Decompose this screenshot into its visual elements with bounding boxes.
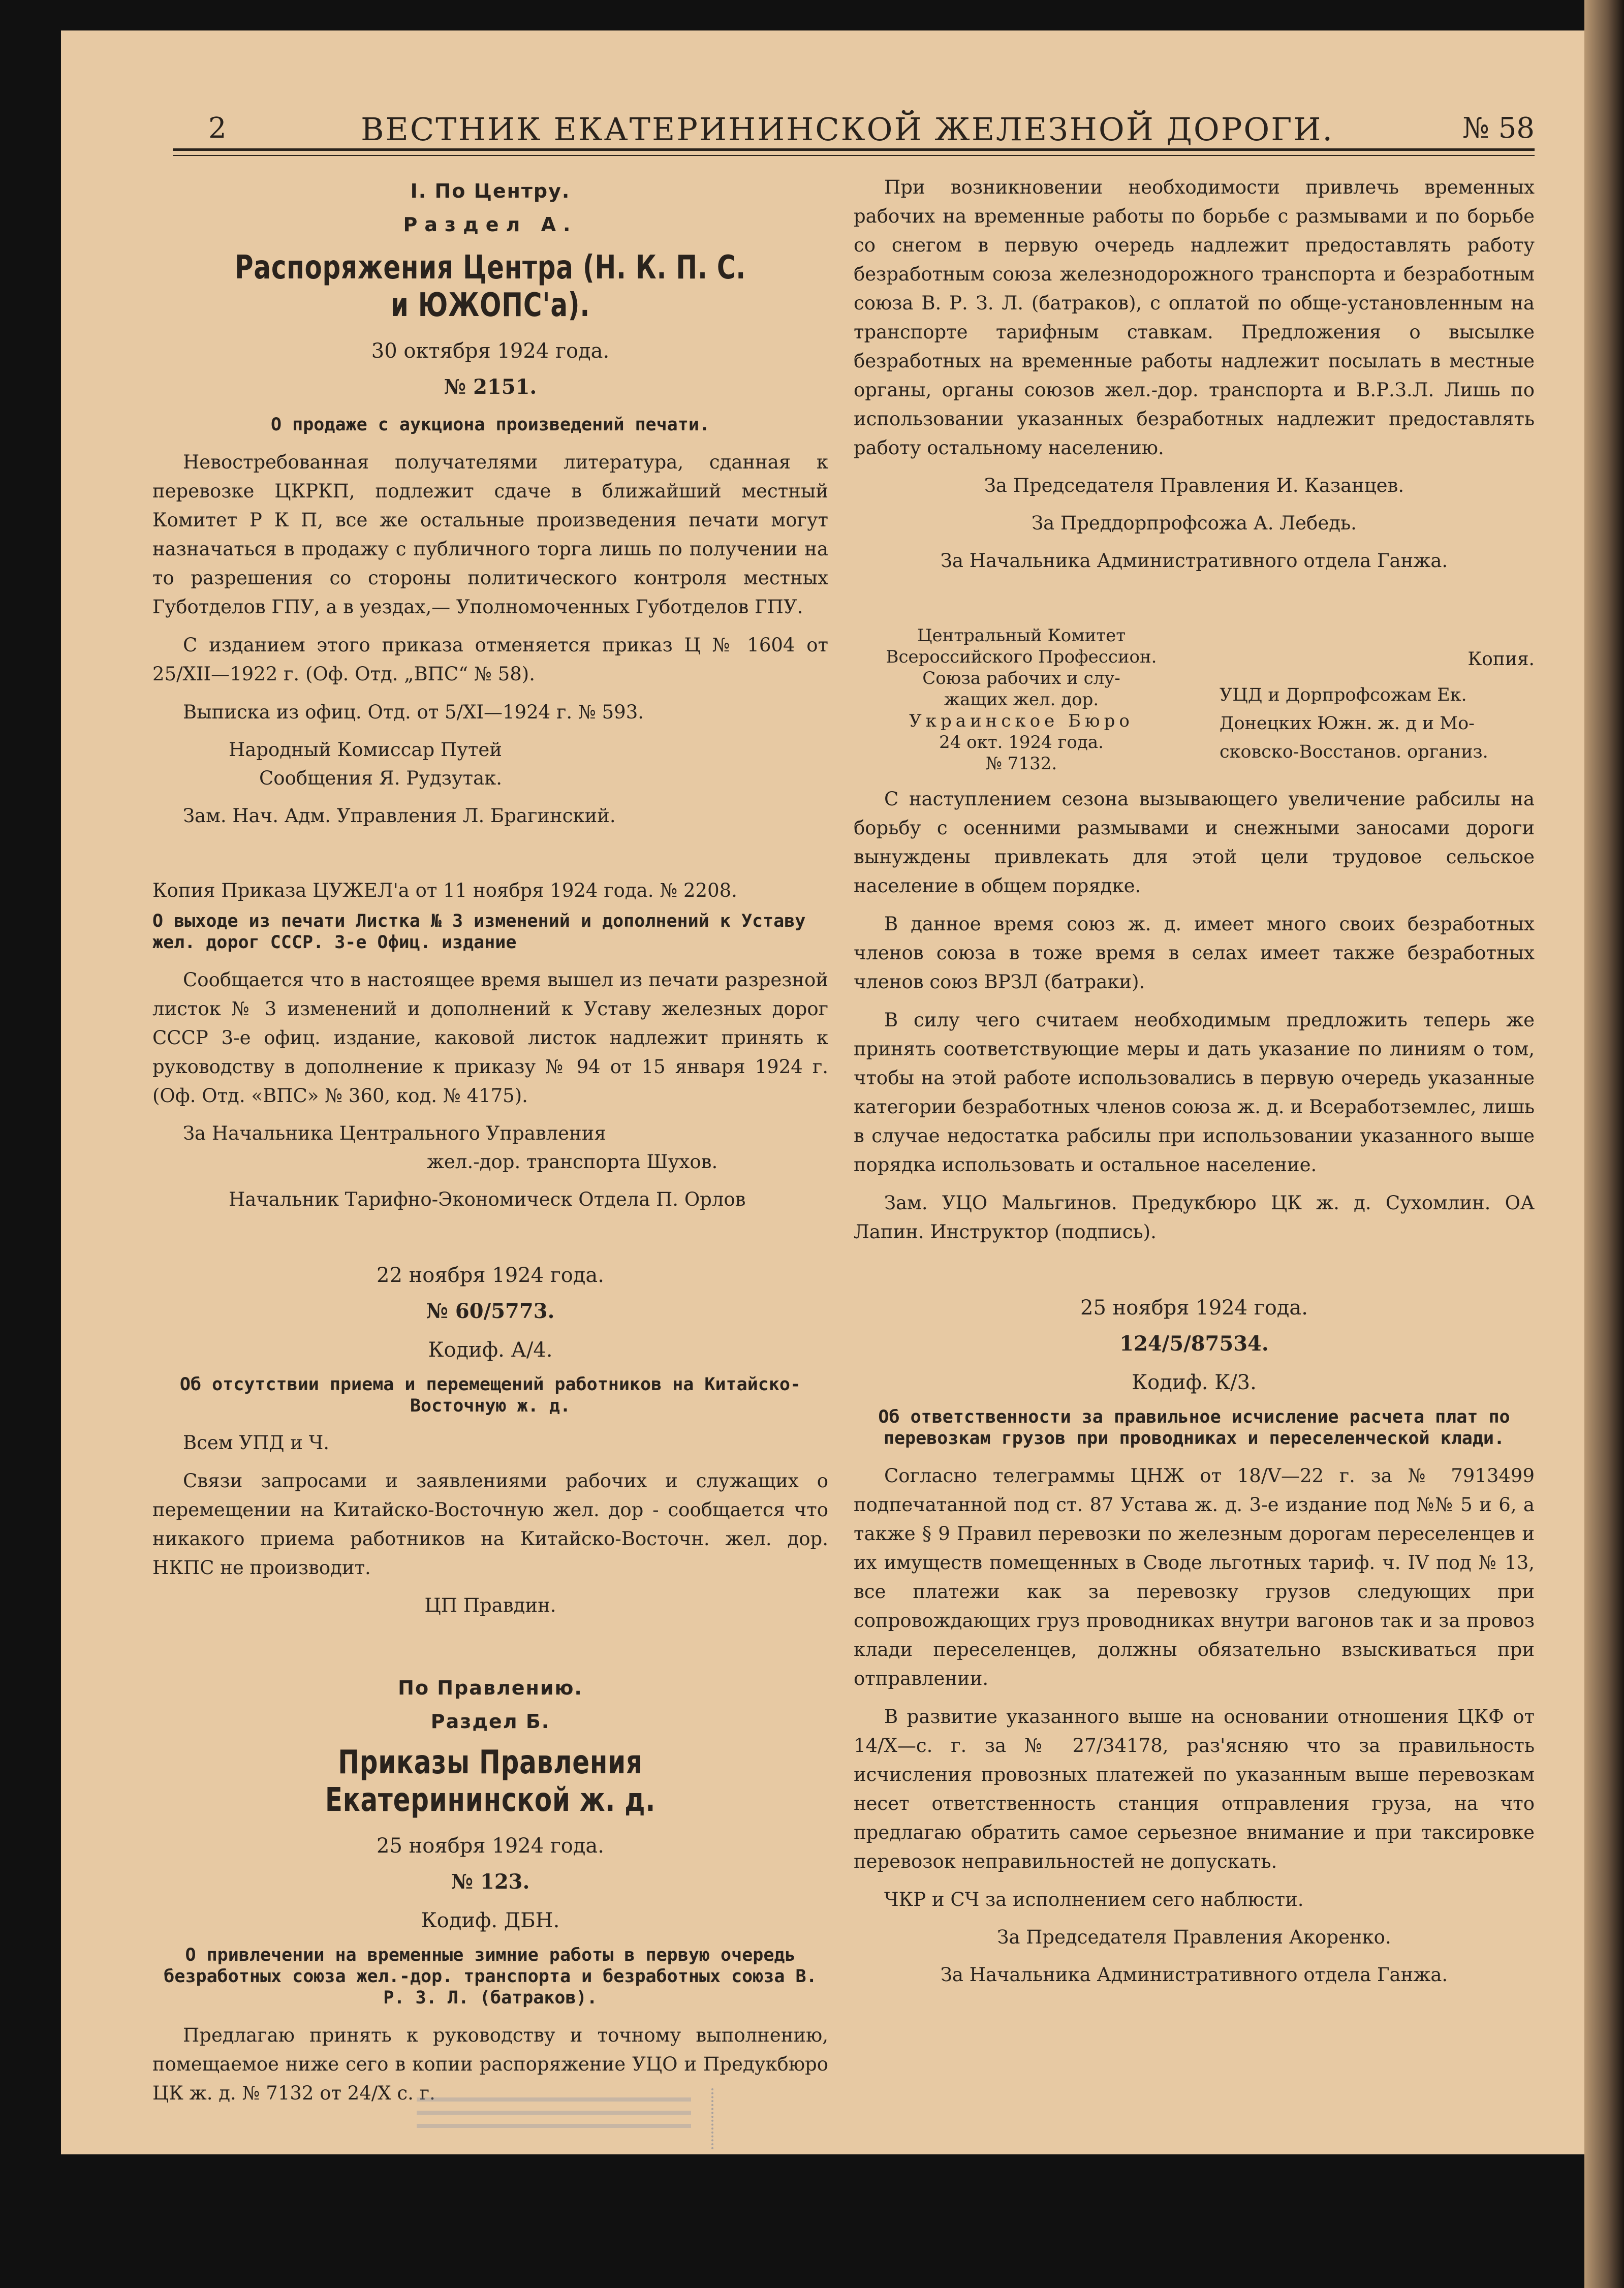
order-date: 25 ноября 1924 года.	[1080, 1296, 1308, 1320]
paragraph: В данное время союз ж. д. имеет много своих безработных членов союза в тоже время в селах имеет также безработных членов союз ВРЗЛ (батраки).	[854, 913, 1535, 993]
order-subject: О выходе из печати Листка № 3 изменений и дополнений к Уставу жел. дорог СССР. 3-е Офиц. издание	[152, 911, 806, 953]
issue-number: № 58	[1462, 112, 1535, 145]
order-subject: О привлечении на временные зимние работы в первую очередь безработных союза жел.-дор. транспорта и безработных союза В. Р. З. Л. (батраков).	[164, 1945, 817, 2008]
order-subject: Об ответственности за правильное исчисление расчета плат по перевозкам грузов при проводниках и переселенческой клади.	[878, 1407, 1510, 1449]
order-date: 30 октября 1924 года.	[371, 339, 610, 363]
signature: Начальник Тарифно-Экономическ Отдела П. Орлов	[229, 1188, 746, 1210]
paragraph: В развитие указанного выше на основании отношения ЦКФ от 14/X—с. г. за № 27/34178, раз'ясняю что за правильность исчисления провозных платежей по указанным выше перевозкам несет ответственность станция отправления груза, на что предлагаю обратить самое серьезное внимание и при таксировке перевозок неправильностей не допускать.	[854, 1706, 1535, 1872]
signature-line: жел.-дор. транспорта Шухов.	[427, 1151, 718, 1173]
signature: Зам. Нач. Адм. Управления Л. Брагинский.	[183, 805, 616, 827]
section-label: Раздел Б.	[430, 1710, 550, 1733]
order-subject: О продаже с аукциона произведений печати.	[271, 415, 710, 435]
order-date: 25 ноября 1924 года.	[377, 1834, 604, 1858]
paragraph: Связи запросами и заявлениями рабочих и служащих о перемещении на Китайско-Восточную жел. дор - сообщается что никакого приема работников на Китайско-Восточн. жел. дор. НКПС не производит.	[152, 1470, 828, 1579]
signature-line: За Начальника Центрального Управления	[183, 1122, 606, 1144]
page-header	[107, 102, 1535, 152]
signature	[152, 1119, 828, 1176]
newspaper-title: ВЕСТНИК ЕКАТЕРИНИНСКОЙ ЖЕЛЕЗНОЙ ДОРОГИ.	[361, 111, 1334, 148]
paragraph: Согласно телеграммы ЦНЖ от 18/V—22 г. за № 7913499 подпечатанной под ст. 87 Устава ж. д. 3-е издание под №№ 5 и 6, а также § 9 Правил перевозки по железным дорогам переселенцев и их имуществ помещенных в Своде льготных тариф. ч. IV под № 13, все платежи как за перевозку грузов следующих при сопровождающих груз проводниках внутри вагонов так и за провоз клади переселенцев, должны обязательно взыскиваться при отправлении.	[854, 1465, 1535, 1689]
paragraph: ЧКР и СЧ за исполнением сего наблюсти.	[884, 1889, 1304, 1910]
signature-line: Сообщения Я. Рудзутак.	[259, 767, 503, 789]
signature: За Начальника Административного отдела Ганжа.	[940, 1964, 1448, 1986]
order-number: 124/5/87534.	[1119, 1332, 1269, 1356]
left-column	[152, 173, 828, 2117]
handwritten-stamp	[396, 2088, 713, 2149]
paragraph: Сообщается что в настоящее время вышел из печати разрезной листок № 3 изменений и дополнений к Уставу железных дорог СССР 3-е офиц. издание, каковой листок надлежит принять к руководству в дополнение к приказу № 94 от 15 января 1924 г. (Оф. Отд. «ВПС» № 360, код. № 4175).	[152, 969, 828, 1107]
header-rule	[173, 148, 1535, 156]
paragraph: С наступлением сезона вызывающего увеличение рабсилы на борьбу с осенними размывами и снежными заносами дороги вынуждены привлекать для этой цели трудовое сельское население в общем порядке.	[854, 788, 1535, 897]
section-heading: По Правлению.	[398, 1677, 583, 1699]
copy-label: Копия.	[1467, 649, 1535, 670]
signature: Зам. УЦО Мальгинов. Предукбюро ЦК ж. д. Сухомлин. ОА Лапин. Инструктор (подпись).	[854, 1192, 1535, 1243]
sender-block: Центральный Комитет Всероссийского Профессион. Союза рабочих и слу- жащих жел. дор. Украинское Бюро 24 окт. 1924 года. № 7132.	[886, 625, 1157, 774]
section-heading: I. По Центру.	[410, 180, 571, 202]
signature-line: Народный Комиссар Путей	[229, 739, 502, 761]
paragraph: Невостребованная получателями литература, сданная к перевозке ЦКРКП, подлежит сдаче в ближайший местный Комитет Р К П, все же остальные произведения печати могут назначаться в продажу с публичного торга лишь по получении на то разрешения со стороны политического контроля местных Губотделов ГПУ, а в уездах,— Уполномоченных Губотделов ГПУ.	[152, 451, 828, 618]
signature: За Начальника Административного отдела Ганжа.	[940, 550, 1448, 572]
copy-header	[854, 625, 1535, 774]
signature: За Председателя Правления И. Казанцев.	[984, 475, 1404, 496]
section-label: Раздел А.	[403, 213, 578, 236]
order-number: № 123.	[451, 1870, 530, 1894]
addressee: Всем УПД и Ч.	[183, 1432, 329, 1454]
section-big-title: Распоряжения Центра (Н. К. П. С. и ЮЖОПС'а).	[234, 249, 746, 324]
next-page-edge	[1584, 0, 1624, 2288]
signature: За Преддорпрофсожа А. Лебедь.	[1032, 512, 1357, 534]
codification: Кодиф. А/4.	[428, 1338, 553, 1362]
order-date: 22 ноября 1924 года.	[377, 1264, 604, 1287]
paragraph: Предлагаю принять к руководству и точному выполнению, помещаемое ниже сего в копии распоряжение УЦО и Предукбюро ЦК ж. д. № 7132 от 24/X с. г.	[152, 2024, 828, 2104]
order-number: № 60/5773.	[426, 1299, 555, 1323]
section-big-title: Приказы Правления Екатерининской ж. д.	[325, 1744, 656, 1819]
signature: ЦП Правдин.	[424, 1594, 556, 1616]
recipient-block: Копия. УЦД и Дорпрофсожам Ек. Донецких Южн. ж. д и Мо- сковско-Восстанов. организ.	[1220, 625, 1535, 774]
codification: Кодиф. К/3.	[1132, 1371, 1257, 1394]
paragraph: В силу чего считаем необходимым предложить теперь же принять соответствующие меры и дать указание по линиям о том, чтобы на этой работе использовались в первую очередь указанные категории безработных членов союза ж. д. и Всеработземлес, лишь в случае недостатка рабсилы при использовании указанного выше порядка использовать и остальное население.	[854, 1009, 1535, 1176]
paragraph: При возникновении необходимости привлечь временных рабочих на временные работы по борьбе с размывами и по борьбе со снегом в первую очередь надлежит предоставлять работу безработным союза железнодорожного транспорта и безработным союза В. Р. З. Л. (батраков), с оплатой по обще-установленным на транспорте тарифным ставкам. Предложения о высылке безработных на временные работы надлежит посылать в местные органы, органы союзов жел.-дор. транспорта и В.Р.З.Л. Лишь по использовании указанных безработных надлежит предоставлять работу остальному населению.	[854, 176, 1535, 459]
page-number: 2	[208, 112, 227, 145]
signature	[152, 736, 828, 793]
paragraph: Выписка из офиц. Отд. от 5/XI—1924 г. № 593.	[183, 701, 644, 723]
copy-line: Копия Приказа ЦУЖЕЛ'а от 11 ноября 1924 года. № 2208.	[152, 880, 737, 901]
codification: Кодиф. ДБН.	[421, 1909, 560, 1932]
order-subject: Об отсутствии приема и перемещений работников на Китайско-Восточную ж. д.	[179, 1374, 801, 1416]
paragraph: С изданием этого приказа отменяется приказ Ц № 1604 от 25/XII—1922 г. (Оф. Отд. „ВПС“ № 58).	[152, 634, 828, 685]
signature: За Председателя Правления Акоренко.	[997, 1926, 1391, 1948]
order-number: № 2151.	[444, 375, 537, 399]
right-column	[854, 173, 1535, 1998]
